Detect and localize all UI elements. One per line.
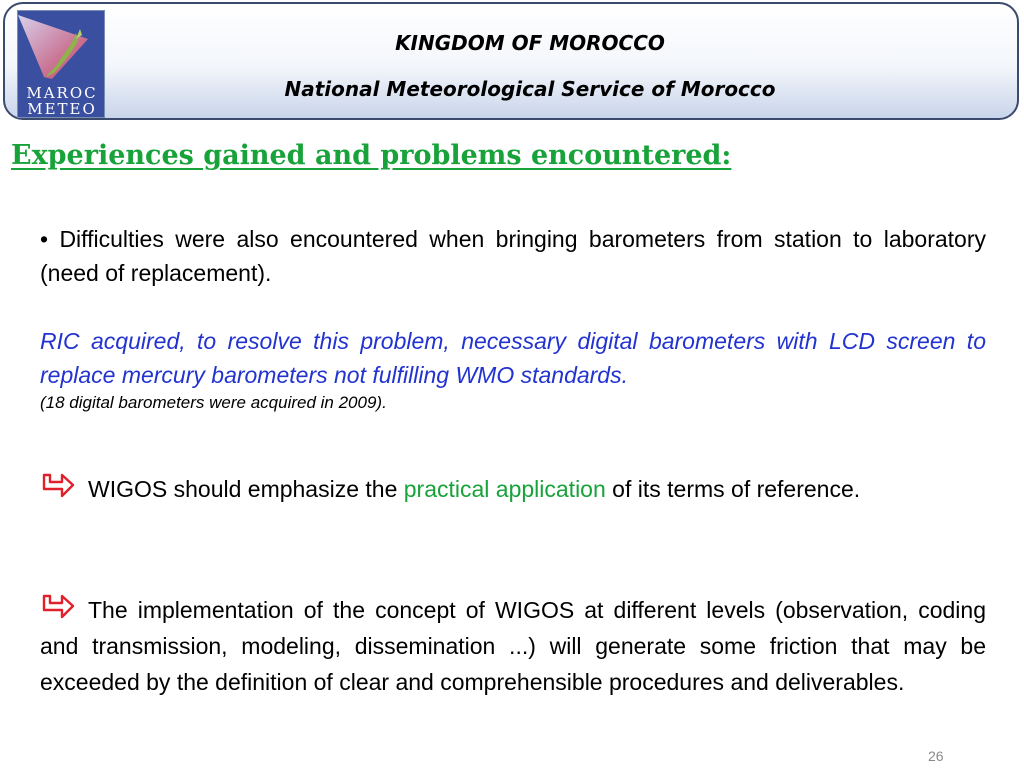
logo-text-line2: METEO	[27, 100, 97, 118]
header-subtitle: National Meteorological Service of Morocco	[284, 77, 776, 101]
header-banner	[3, 2, 1019, 120]
header-title: KINGDOM OF MOROCCO	[395, 31, 665, 55]
p4-text: The implementation of the concept of WIGOS at different levels (observation, coding and transmission, modeling, dissemination ...) will generate some friction that may be exceeded by the definition of clear and comprehensible procedures and deliverables.	[40, 597, 986, 695]
page-number: 26	[928, 748, 944, 764]
maroc-meteo-logo	[17, 10, 105, 118]
p3-text-before: WIGOS should emphasize the	[88, 476, 398, 502]
paragraph-note: (18 digital barometers were acquired in 2009).	[40, 393, 387, 412]
hollow-arrow-icon	[40, 473, 76, 499]
section-heading: Experiences gained and problems encountered:	[11, 140, 732, 171]
hollow-arrow-icon	[40, 594, 76, 620]
paragraph-wigos-implementation	[40, 592, 986, 700]
paragraph-difficulties: • Difficulties were also encountered when bringing barometers from station to laboratory (need of replacement).	[40, 226, 986, 286]
p3-highlight: practical application	[403, 476, 606, 502]
paragraph-ric-acquired: RIC acquired, to resolve this problem, necessary digital barometers with LCD screen to replace mercury barometers not fulfilling WMO standards.	[40, 328, 986, 388]
p3-text-after: of its terms of reference.	[612, 476, 861, 502]
logo-text-line1: MAROC	[26, 84, 98, 102]
paragraph-wigos-emphasize	[40, 470, 986, 508]
